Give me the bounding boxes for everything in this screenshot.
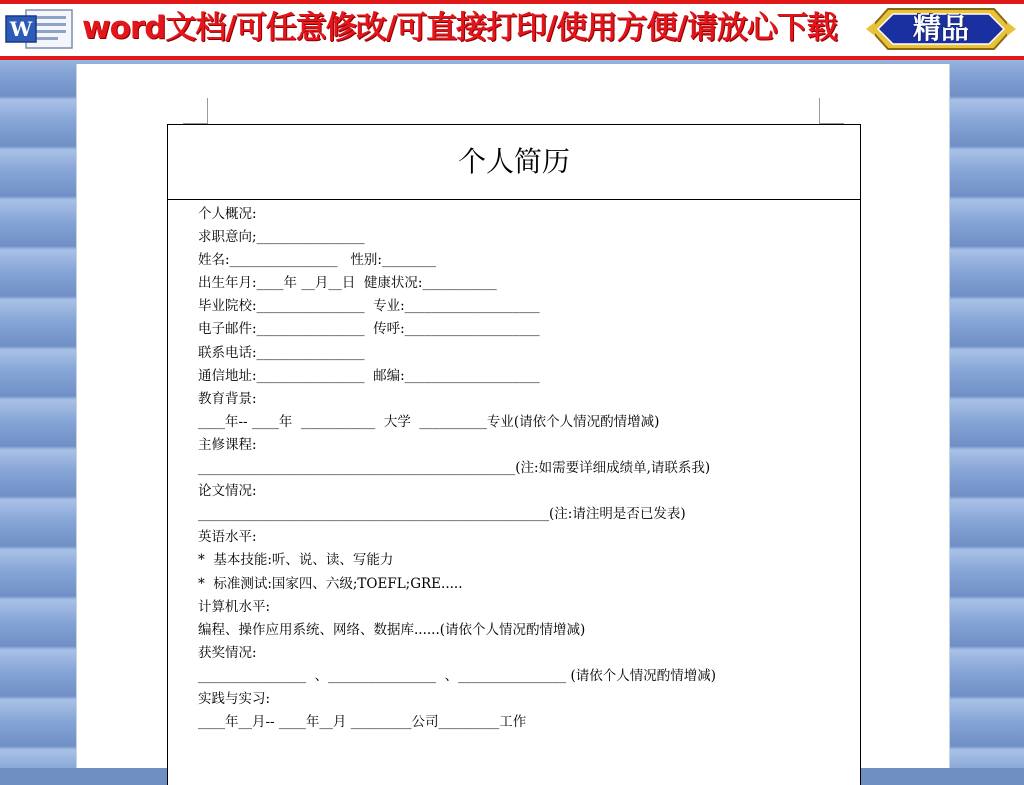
line-birth-health: 出生年月:____年 __月__日 健康状况:___________ <box>198 275 497 292</box>
line-english-heading: 英语水平: <box>198 529 257 546</box>
resume-lines <box>198 203 716 734</box>
line-education-entry: ____年-- ____年 ___________ 大学 __________专业(请依个人情况酌情增减) <box>198 413 660 430</box>
line-english-tests: * 标准测试:国家四、六级;TOEFL;GRE..... <box>198 575 463 592</box>
document-page <box>76 64 950 768</box>
line-thesis-heading: 论文情况: <box>198 483 257 500</box>
line-computer-heading: 计算机水平: <box>198 598 271 615</box>
line-name-gender: 姓名:________________ 性别:________ <box>198 252 436 269</box>
line-thesis-entry: ____________________________________________________(注:请注明是否已发表) <box>198 506 686 523</box>
badge-label: 精品 <box>912 12 969 45</box>
line-personal-overview: 个人概况: <box>198 206 257 222</box>
banner-top-stripe <box>0 0 1024 4</box>
resume-form <box>167 124 861 785</box>
line-awards-heading: 获奖情况: <box>198 644 257 661</box>
line-email-pager: 电子邮件:________________ 传呼:____________________ <box>198 321 540 338</box>
word-document-icon <box>2 6 78 52</box>
line-phone: 联系电话:________________ <box>198 344 365 361</box>
premium-badge <box>866 6 1016 52</box>
line-awards-entry: ________________ 、________________ 、________________ (请依个人情况酌情增减) <box>198 667 716 684</box>
line-education-heading: 教育背景: <box>198 390 257 407</box>
line-computer-entry: 编程、操作应用系统、网络、数据库......(请依个人情况酌情增减) <box>198 621 586 638</box>
line-practice-entry: ____年__月-- ____年__月 _________公司_________工作 <box>198 714 527 731</box>
corner-mark-right-v <box>819 98 820 124</box>
corner-mark-left-v <box>207 98 208 124</box>
banner-slogan: word文档/可任意修改/可直接打印/使用方便/请放心下载 <box>82 10 837 46</box>
line-address-zip: 通信地址:________________ 邮编:____________________ <box>198 367 540 384</box>
resume-title: 个人简历 <box>168 125 860 200</box>
line-school-major: 毕业院校:________________ 专业:____________________ <box>198 298 540 315</box>
line-job-objective: 求职意向;________________ <box>198 229 365 246</box>
line-courses-heading: 主修课程: <box>198 436 257 453</box>
svg-text:W: W <box>9 17 33 41</box>
line-courses-entry: _______________________________________________(注:如需要详细成绩单,请联系我) <box>198 460 711 477</box>
line-english-skills: * 基本技能:听、说、读、写能力 <box>198 552 394 569</box>
top-banner <box>0 0 1024 60</box>
line-practice-heading: 实践与实习: <box>198 690 271 707</box>
